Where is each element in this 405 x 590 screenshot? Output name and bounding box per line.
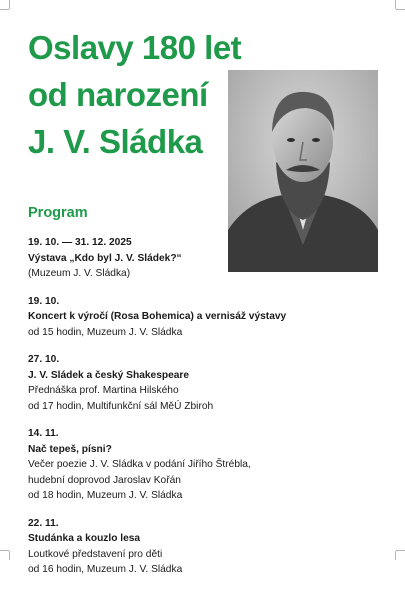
event-detail: Loutkové představení pro děti [28,548,163,560]
crop-mark-top-left [9,0,10,9]
title-line-2: od narození [28,76,208,113]
event-detail: od 18 hodin, Muzeum J. V. Sládka [28,490,183,501]
event-name: Nač tepeš, písni? [28,443,112,455]
crop-mark-top-right [395,0,396,9]
event-detail: (Muzeum J. V. Sládka) [28,268,131,279]
crop-mark-top-left [0,9,9,10]
event-list [28,235,398,590]
event-item [28,352,398,414]
event-item [28,294,398,341]
event-date: 27. 10. [28,354,60,365]
event-date: 19. 10. — 31. 12. 2025 [28,237,132,248]
event-item [28,426,398,504]
event-detail: Přednáška prof. Martina Hilského [28,385,179,396]
event-name: Studánka a kouzlo lesa [28,533,141,544]
event-detail: Večer poezie J. V. Sládka v podání Jiřího Štrébla, [28,459,251,470]
event-name: Koncert k výročí (Rosa Bohemica) a vernisáž výstavy [28,311,287,322]
title-line-3: J. V. Sládka [28,123,203,160]
event-date: 19. 10. [28,295,60,307]
event-detail: od 17 hodin, Multifunkční sál MěÚ Zbiroh [28,400,214,412]
event-detail: od 16 hodin, Muzeum J. V. Sládka [28,564,183,575]
title-line-1: Oslavy 180 let [28,29,242,66]
event-detail: hudební doprovod Jaroslav Kořán [28,474,181,486]
crop-mark-bottom-left [9,551,10,560]
event-name: J. V. Sládek a český Shakespeare [28,369,190,381]
event-detail: od 15 hodin, Muzeum J. V. Sládka [28,326,183,338]
event-item [28,516,398,578]
event-item [28,235,398,282]
program-heading: Program [28,205,88,221]
crop-mark-bottom-left [0,550,9,551]
event-date: 14. 11. [28,428,59,439]
event-name: Výstava „Kdo byl J. V. Sládek?“ [28,252,182,264]
event-date: 22. 11. [28,517,59,529]
crop-mark-top-right [396,9,405,10]
